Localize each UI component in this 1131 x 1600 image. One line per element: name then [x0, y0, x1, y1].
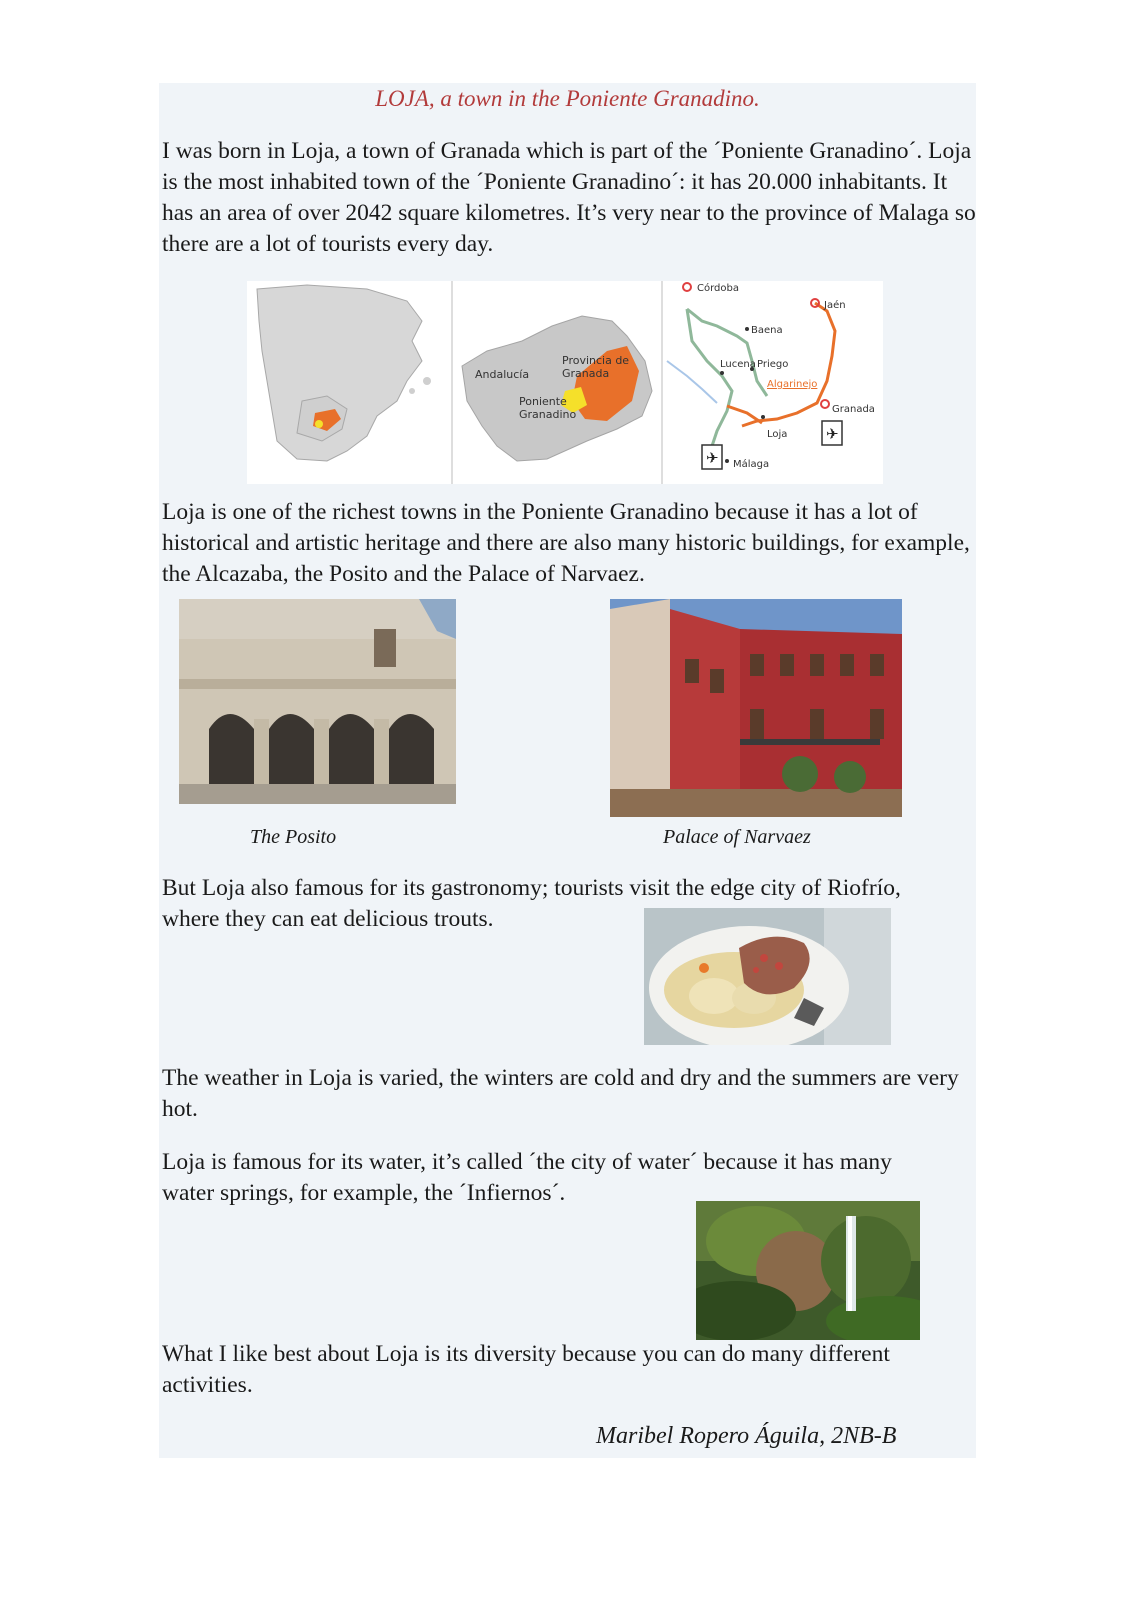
page-title: LOJA, a town in the Poniente Granadino. [375, 86, 760, 111]
label-provincia-2: Granada [562, 367, 610, 380]
paragraph-weather: The weather in Loja is varied, the winters are cold and dry and the summers are very hot. [162, 1065, 959, 1122]
airplane-icon [822, 421, 842, 445]
label-algarinejo: Algarinejo [767, 379, 818, 390]
waterfall-photo [696, 1201, 920, 1340]
spain-map [257, 281, 452, 484]
route-map [667, 282, 875, 470]
paragraph-heritage: Loja is one of the richest towns in the Poniente Granadino because it has a lot of historical and artistic heritage and there are also many historic buildings, for example, the Alcazaba, the Posito and the Palace of Narvaez. [162, 499, 970, 587]
paragraph-intro: I was born in Loja, a town of Granada which is part of the ´Poniente Granadino´. Loja is the most inhabited town of the ´Poniente Granadino´: it has 20.000 inhabitants. It has an area of over 2042 square kilometres. It’s very near to the province of Malaga so there are a lot of tourists every day. [162, 138, 976, 257]
label-provincia-1: Provincia de [562, 354, 630, 367]
label-andalucia: Andalucía [475, 368, 530, 381]
andalucia-map [462, 281, 662, 484]
label-poniente-2: Granadino [519, 408, 577, 421]
label-poniente-1: Poniente [519, 395, 567, 408]
paragraph-diversity: What I like best about Loja is its diversity because you can do many different activities. [162, 1341, 890, 1398]
posito-photo [179, 599, 456, 804]
label-granada: Granada [832, 404, 875, 415]
palace-photo [610, 599, 902, 817]
author-signature: Maribel Ropero Águila, 2NB-B [596, 1423, 897, 1449]
label-cordoba: Córdoba [697, 283, 739, 294]
airplane-icon [702, 445, 722, 469]
paragraph-water: Loja is famous for its water, it’s called ´the city of water´ because it has many water springs, for example, the ´Infiernos´. [162, 1149, 892, 1206]
trout-dish-photo [644, 908, 891, 1045]
label-jaen: Jaén [824, 300, 846, 311]
caption-posito: The Posito [250, 826, 337, 848]
caption-palace: Palace of Narvaez [663, 826, 811, 848]
location-maps [247, 281, 883, 484]
label-malaga: Málaga [733, 459, 770, 470]
svg-text:✈: ✈ [826, 427, 839, 443]
label-priego: Priego [757, 359, 789, 370]
paragraph-gastronomy: But Loja also famous for its gastronomy; tourists visit the edge city of Riofrío, where they can eat delicious trouts. [162, 875, 901, 932]
svg-text:✈: ✈ [706, 451, 719, 467]
label-baena: Baena [751, 325, 783, 336]
label-loja: Loja [767, 429, 788, 440]
label-lucena: Lucena [720, 359, 756, 370]
